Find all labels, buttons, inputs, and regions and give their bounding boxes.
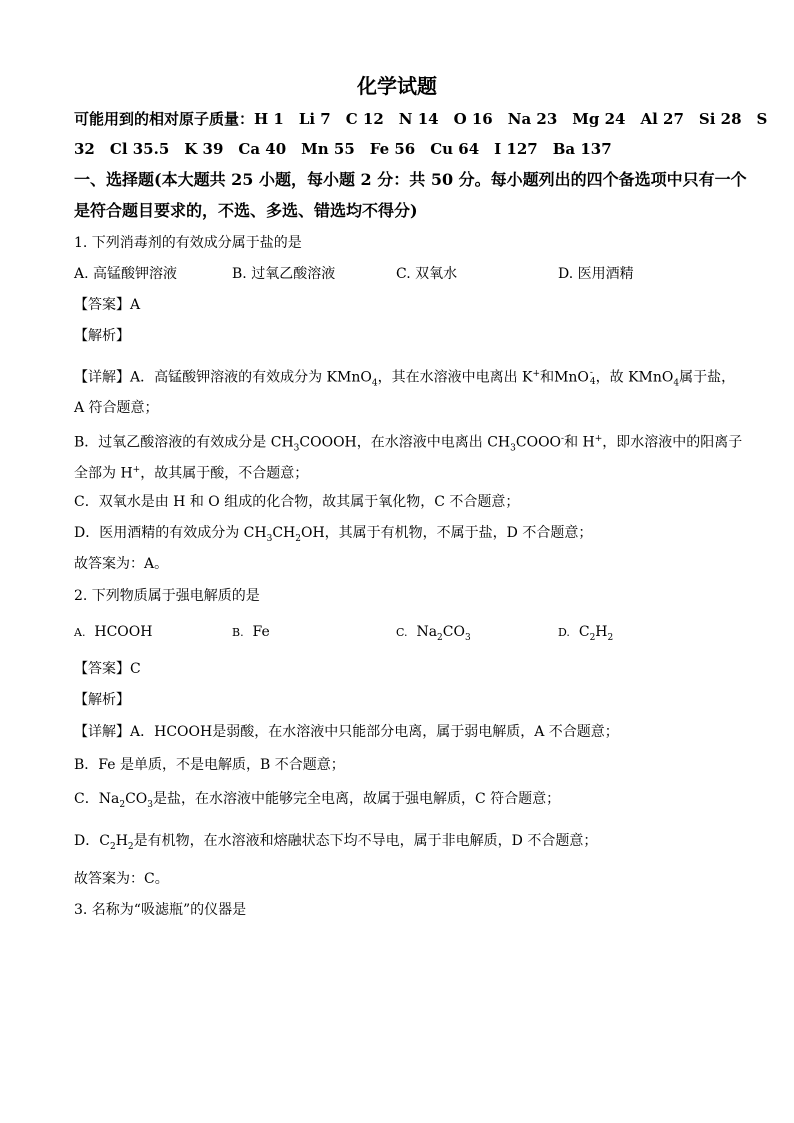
subscript: 2 (589, 632, 596, 643)
answer-value: C (130, 661, 141, 677)
section-heading-line-1: 一、选择题(本大题共 25 小题，每小题 2 分：共 50 分。每小题列出的四个备选项中只有一个 (74, 170, 747, 189)
text: CH (272, 525, 296, 541)
q1-answer (74, 295, 140, 315)
subscript: 2 (607, 632, 614, 643)
subscript: 3 (147, 799, 153, 810)
subscript: 3 (510, 443, 516, 454)
q3-stem: 3. 名称为“吸滤瓶”的仪器是 (74, 902, 247, 918)
q1-detail-c: C．双氧水是由 H 和 O 组成的化合物，故其属于氧化物，C 不合题意； (74, 494, 520, 510)
q2-option-a (74, 622, 152, 643)
text: C． (74, 791, 99, 807)
text: A． (130, 724, 155, 740)
formula: CO (125, 791, 148, 807)
page-title: 化学试题 (357, 74, 437, 98)
formula: CO (442, 624, 465, 640)
q2-stem: 2. 下列物质属于强电解质的是 (74, 588, 260, 604)
text: 是有机物，在水溶液和熔融状态下均不导电，属于非电解质，D 不合题意； (133, 833, 598, 849)
option-letter: C. (396, 626, 408, 639)
text: COOOH，在水溶液中电离出 CH (299, 434, 511, 451)
q1-detail-b (74, 429, 742, 458)
text: ，故其属于酸，不合题意； (140, 465, 309, 482)
subscript: 3 (266, 533, 273, 544)
q2-option-d (558, 622, 613, 648)
subscript: 3 (464, 632, 471, 643)
option-letter: D. (558, 626, 570, 639)
text: 和 H (564, 434, 595, 451)
text: 属于盐， (679, 369, 736, 386)
formula: HCOOH (94, 624, 153, 640)
atomic-masses-line-1: 可能用到的相对原子质量：H 1 Li 7 C 12 N 14 O 16 Na 23 Mg 24 Al 27 Si 28 S (74, 110, 768, 128)
q2-detail-a (74, 722, 619, 742)
q2-answer (74, 659, 141, 679)
q1-option-a: A. 高锰酸钾溶液 (74, 266, 178, 282)
subscript: 4 (371, 378, 378, 389)
q1-option-c: C. 双氧水 (396, 266, 458, 282)
text: 是盐，在水溶液中能够完全电离，故属于强电解质，C 符合题意； (153, 791, 561, 807)
answer-value: A (130, 297, 141, 313)
subscript: 2 (127, 841, 134, 852)
subscript: 2 (437, 632, 443, 643)
superscript: - (561, 434, 565, 444)
superscript: + (132, 465, 141, 475)
formula: MnO (554, 369, 589, 386)
section-heading-line-2: 是符合题目要求的，不选、多选、错选均不得分) (74, 201, 418, 220)
text: B．过氧乙酸溶液的有效成分是 CH (74, 434, 294, 451)
q2-analysis-tag: 【解析】 (74, 692, 130, 708)
superscript: + (594, 434, 603, 444)
q2-final-answer: 故答案为：C。 (74, 871, 169, 887)
superscript: - (589, 367, 593, 378)
formula: H (595, 624, 608, 640)
atomic-masses-line-2: 32 Cl 35.5 K 39 Ca 40 Mn 55 Fe 56 Cu 64 I 127 Ba 137 (74, 140, 612, 158)
formula: C (578, 624, 590, 640)
q1-option-b: B. 过氧乙酸溶液 (232, 266, 336, 282)
text: ，即水溶液中的阳离子 (602, 434, 743, 451)
text: ，其在水溶液中电离出 K (377, 369, 533, 386)
answer-tag: 【答案】 (74, 661, 130, 677)
formula: H (115, 833, 128, 849)
subscript: 3 (293, 443, 300, 454)
text: OH，其属于有机物，不属于盐，D 不合题意； (301, 525, 593, 541)
subscript: 2 (109, 841, 116, 852)
q2-option-b (232, 622, 270, 643)
formula: C (99, 833, 110, 849)
q2-option-c (396, 622, 471, 648)
text: D． (74, 833, 100, 849)
subscript: 4 (589, 376, 596, 387)
detail-tag: 【详解】 (74, 369, 130, 386)
q1-option-d: D. 医用酒精 (558, 266, 634, 282)
q1-detail-b-cont (74, 460, 308, 484)
formula: Na (416, 624, 438, 640)
q1-final-answer: 故答案为：A。 (74, 556, 169, 572)
formula: Fe (252, 624, 270, 640)
text: 全部为 H (74, 465, 133, 482)
answer-tag: 【答案】 (74, 297, 130, 313)
text: 和 (540, 369, 555, 386)
q1-detail-a (74, 364, 735, 393)
option-letter: A. (74, 626, 86, 639)
option-letter: B. (232, 626, 244, 639)
superscript: + (532, 369, 541, 379)
formula: Na (98, 791, 120, 807)
subscript: 2 (119, 799, 126, 810)
text: A．高锰酸钾溶液的有效成分为 KMnO (130, 369, 372, 386)
text: 是弱酸，在水溶液中只能部分电离，属于弱电解质，A 不合题意； (212, 724, 619, 740)
q2-detail-c (74, 789, 560, 815)
subscript: 2 (295, 533, 301, 544)
q1-stem: 1. 下列消毒剂的有效成分属于盐的是 (74, 235, 302, 251)
subscript: 4 (673, 378, 680, 389)
text: ，故 KMnO (595, 369, 674, 386)
q1-detail-d (74, 523, 592, 549)
text: COOO (515, 434, 562, 451)
q1-detail-a-cont: A 符合题意； (74, 400, 159, 416)
q1-analysis-tag: 【解析】 (74, 328, 130, 344)
q2-detail-d (74, 831, 597, 857)
text: D．医用酒精的有效成分为 CH (74, 525, 267, 541)
detail-tag: 【详解】 (74, 724, 130, 740)
formula: HCOOH (154, 724, 213, 740)
q2-detail-b: B．Fe 是单质，不是电解质，B 不合题意； (74, 757, 345, 773)
